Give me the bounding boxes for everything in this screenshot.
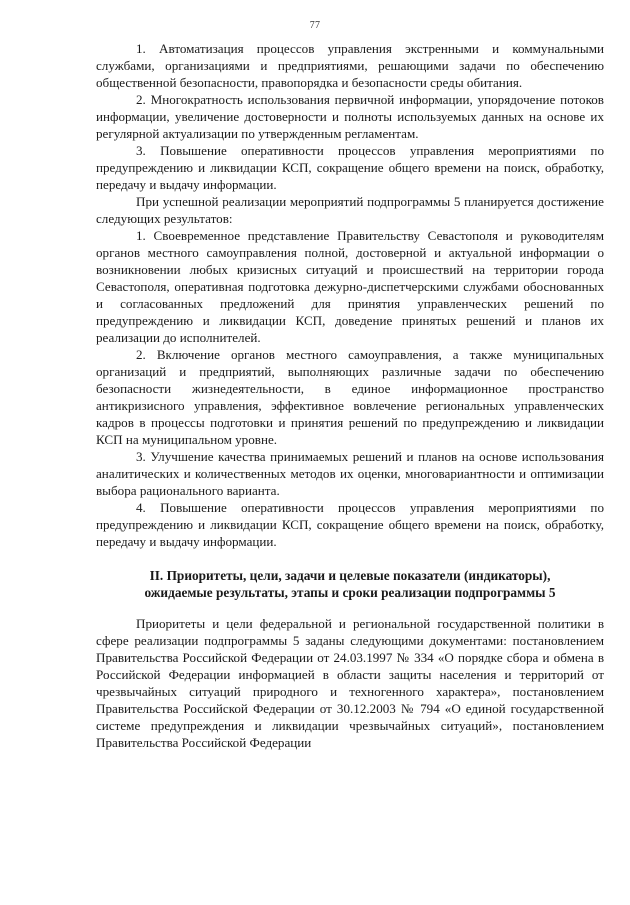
paragraph-task-1: 1. Автоматизация процессов управления экстренными и коммунальными службами, организациями и предприятиями, решающими задачи по обеспечению общественной безопасности, правопорядка и безопасности среды обитания.	[96, 41, 604, 90]
paragraph-result-2: 2. Включение органов местного самоуправления, а также муниципальных организаций и предприятий, выполняющих различные задачи по обеспечению безопасности жизнедеятельности, в единое информационное пространство антикризисного управления, эффективное вовлечение региональных управленческих кадров в процессы подготовки и принятия решений по предупреждению и ликвидации КСП на муниципальном уровне.	[96, 347, 604, 447]
paragraph-results-intro: При успешной реализации мероприятий подпрограммы 5 планируется достижение следующих результатов:	[96, 194, 604, 226]
page-number: 77	[309, 20, 321, 31]
paragraph-priorities: Приоритеты и цели федеральной и региональной государственной политики в сфере реализации подпрограммы 5 заданы следующими документами: постановлением Правительства Российской Федерации от 24.03.1997 № 334 «О порядке сбора и обмена в Российской Федерации информацией в области защиты населения и территорий от чрезвычайных ситуаций природного и техногенного характера», постановлением Правительства Российской Федерации от 30.12.2003 № 794 «О единой государственной системе предупреждения и ликвидации чрезвычайных ситуаций», постановлением Правительства Российской Федерации	[96, 616, 604, 750]
paragraph-result-4: 4. Повышение оперативности процессов управления мероприятиями по предупреждению и ликвидации КСП, сокращение общего времени на поиск, обработку, передачу и выдачу информации.	[96, 500, 604, 549]
section-heading-line-2: ожидаемые результаты, этапы и сроки реализации подпрограммы 5	[144, 585, 556, 600]
spacer	[96, 550, 604, 567]
page-content	[96, 40, 604, 751]
paragraph-result-3: 3. Улучшение качества принимаемых решений и планов на основе использования аналитических и количественных методов их оценки, многовариантности и оптимизации выбора рационального варианта.	[96, 449, 604, 498]
paragraph-result-1: 1. Своевременное представление Правительству Севастополя и руководителям органов местного самоуправления полной, достоверной и актуальной информации о возникновении любых кризисных ситуаций и происшествий на территории города Севастополя, оперативная подготовка дежурно-диспетчерскими службами обоснованных и согласованных предложений для принятия управленческих решений по предупреждению и ликвидации КСП, доведение принятых решений и планов их реализации до исполнителей.	[96, 228, 604, 345]
paragraph-task-3: 3. Повышение оперативности процессов управления мероприятиями по предупреждению и ликвидации КСП, сокращение общего времени на поиск, обработку, передачу и выдачу информации.	[96, 143, 604, 192]
spacer	[96, 601, 604, 615]
section-heading-line-1: II. Приоритеты, цели, задачи и целевые показатели (индикаторы),	[149, 568, 551, 583]
paragraph-task-2: 2. Многократность использования первичной информации, упорядочение потоков информации, увеличение достоверности и полноты используемых данных на основе их регулярной актуализации по утвержденным регламентам.	[96, 92, 604, 141]
